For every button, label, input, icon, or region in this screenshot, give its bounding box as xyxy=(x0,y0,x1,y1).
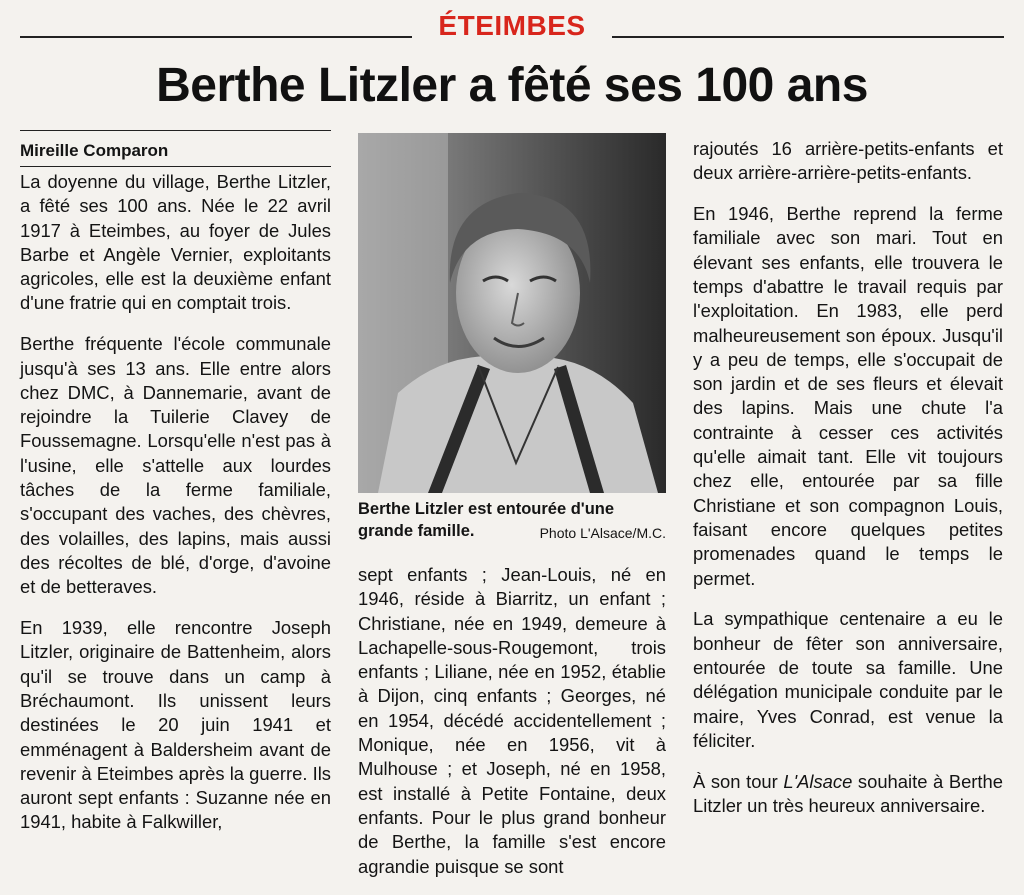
paragraph: La sympathique centenaire a eu le bonheur de fêter son anniversaire, entourée de toute sa famille. Une délégation municipale conduite par le maire, Yves Conrad, est venue la féliciter. xyxy=(693,608,1003,751)
portrait-photo xyxy=(358,133,666,493)
section-rubric: ÉTEIMBES xyxy=(438,10,586,41)
byline-rule-bottom xyxy=(20,166,331,167)
paragraph: rajoutés 16 arrière-petits-enfants et deux arrière-arrière-petits-enfants. xyxy=(693,138,1003,184)
byline-rule-top xyxy=(20,130,331,131)
article-column-2 xyxy=(358,563,666,895)
paragraph: Berthe fréquente l'école communale jusqu'à ses 13 ans. Elle entre alors chez DMC, à Dannemarie, avant de rejoindre la Tuilerie Clavey de Foussemagne. Lorsqu'elle n'est pas à l'usine, elle s'attelle aux lourdes tâches de la ferme familiale, s'occupant des vaches, des chèvres, des volailles, des lapins, mais aussi des récoltes de blé, d'orge, d'avoine et de betteraves. xyxy=(20,333,331,598)
paragraph xyxy=(693,770,1003,819)
paragraph: En 1946, Berthe reprend la ferme familiale avec son mari. Tout en élevant ses enfants, elle trouvera le temps d'abattre le travail requis par l'exploitation. En 1983, elle perd malheureusement son époux. Jusqu'il y a peu de temps, elle s'occupait de son jardin et de ses fleurs et élevait des lapins. Mais une chute l'a contrainte à cesser ces activités qu'elle aimait tant. Elle vit toujours chez elle, entourée par sa fille Christiane et son compagnon Louis, faisant encore quelques petites promenades quand le temps le permet. xyxy=(693,203,1003,589)
photo-credit: Photo L'Alsace/M.C. xyxy=(539,525,666,541)
article-headline: Berthe Litzler a fêté ses 100 ans xyxy=(156,59,868,112)
article-column-3 xyxy=(693,137,1003,835)
paragraph: En 1939, elle rencontre Joseph Litzler, originaire de Battenheim, alors qu'il se trouve dans un camp à Bréchaumont. Ils unissent leurs destinées le 20 juin 1941 et emménagent à Baldersheim avant de revenir à Eteimbes après la guerre. Ils auront sept enfants : Suzanne née en 1941, habite à Falkwiller, xyxy=(20,617,331,833)
text-span: souhaite à Berthe Litzler un très heureux anniversaire. xyxy=(693,770,1003,816)
paragraph: La doyenne du village, Berthe Litzler, a fêté ses 100 ans. Née le 22 avril 1917 à Eteimbes, au foyer de Jules Barbe et Angèle Vernier, exploitants agricoles, elle est la deuxième enfant d'une fratrie qui en comptait trois. xyxy=(20,171,331,314)
photo-caption xyxy=(358,498,666,544)
caption-line-1: Berthe Litzler est entourée d'une xyxy=(358,500,615,518)
text-span: À son tour xyxy=(693,770,784,792)
newspaper-name: L'Alsace xyxy=(783,770,853,792)
article-column-1 xyxy=(20,170,331,851)
portrait-illustration xyxy=(358,133,666,493)
byline-author: Mireille Comparon xyxy=(20,141,169,160)
caption-line-2: grande famille. xyxy=(358,522,475,540)
paragraph: sept enfants ; Jean-Louis, né en 1946, réside à Biarritz, un enfant ; Christiane, née en 1949, demeure à Lachapelle-sous-Rougemont, trois enfants ; Liliane, née en 1952, établie à Dijon, cinq enfants ; Georges, né en 1954, décédé accidentellement ; Monique, née en 1956, vit à Mulhouse ; et Joseph, né en 1958, est installé à Petite Fontaine, deux enfants. Pour le plus grand bonheur de Berthe, la famille s'est encore agrandie puisque se sont xyxy=(358,564,666,877)
